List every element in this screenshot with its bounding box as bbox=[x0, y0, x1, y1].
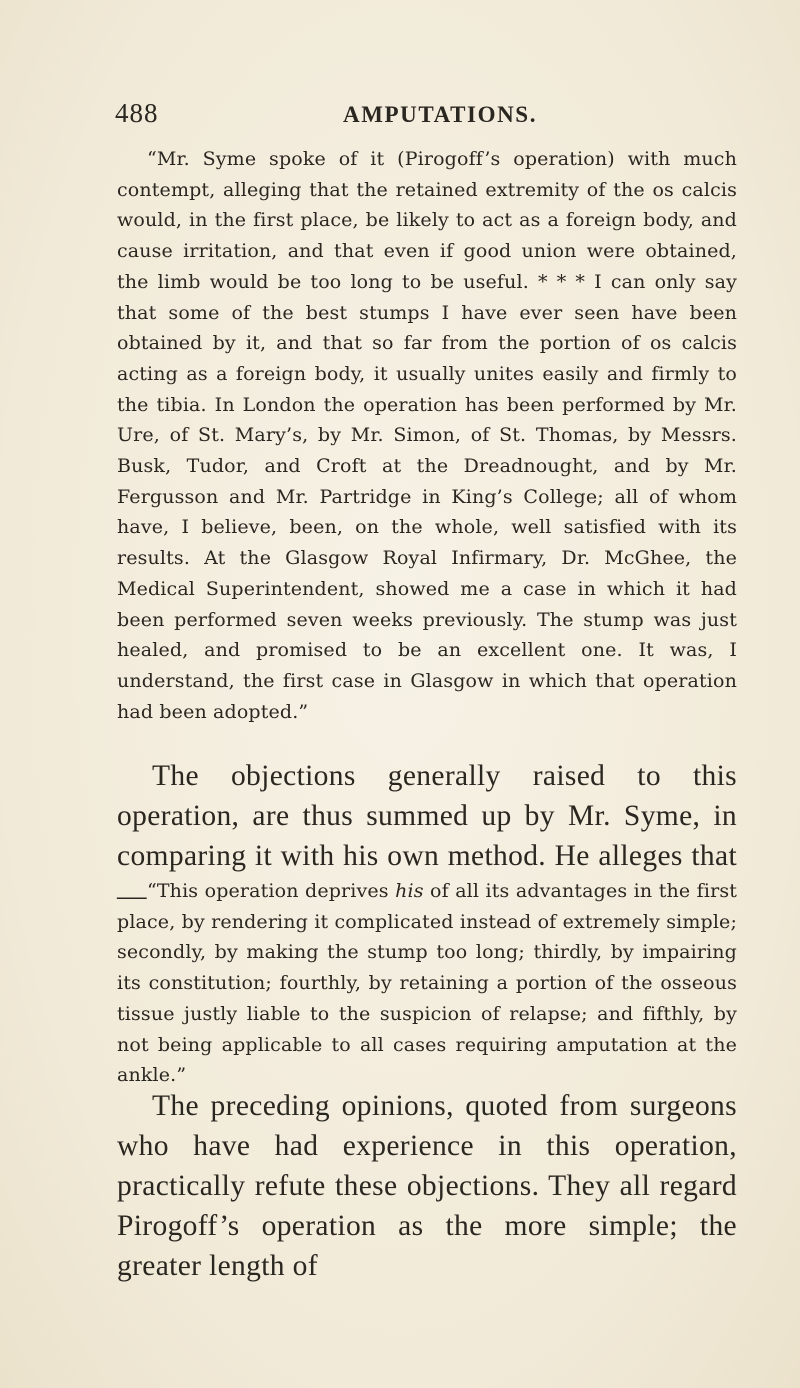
quote-paragraph-syme bbox=[117, 876, 737, 1091]
page-header bbox=[115, 98, 705, 138]
quote-text-after-italic: of all its advantages in the first place, by rendering it complicated instead of extremely simple; secondly, by making the stump too long; thirdly, by impairing its constitution; fourthly, by retaining a portion of the osseous tissue justly liable to the suspicion of relapse; and fifthly, by not being applicable to all cases requiring amputation at the ankle.” bbox=[117, 880, 738, 1087]
italic-word: his bbox=[395, 880, 424, 902]
page-number: 488 bbox=[115, 98, 159, 128]
body-text: The objections generally raised to this operation, are thus summed up by Mr. Syme, in comparing it with his own method. He alleges that— bbox=[117, 760, 737, 912]
quote-text-before-italic: “This operation deprives bbox=[147, 880, 396, 902]
quote-paragraph-pirogoff bbox=[117, 144, 737, 727]
running-head: AMPUTATIONS. bbox=[343, 102, 538, 127]
quote-text bbox=[117, 876, 737, 1091]
quote-text: “Mr. Syme spoke of it (Pirogoff’s operation) with much contempt, alleging that the retained extremity of the os calcis would, in the first place, be likely to act as a foreign body, and cause irritation, and that even if good union were obtained, the limb would be too long to be useful. * * * I can only say that some of the best stumps I have ever seen have been obtained by it, and that so far from the portion of os calcis acting as a foreign body, it usually unites easily and firmly to the tibia. In London the operation has been performed by Mr. Ure, of St. Mary’s, by Mr. Simon, of St. Thomas, by Messrs. Busk, Tudor, and Croft at the Dreadnought, and by Mr. Fergusson and Mr. Partridge in King’s College; all of whom have, I believe, been, on the whole, well satisfied with its results. At the Glasgow Royal Infirmary, Dr. McGhee, the Medical Superintendent, showed me a case in which it had been performed seven weeks previously. The stump was just healed, and promised to be an excellent one. It was, I understand, the first case in Glasgow in which that operation had been adopted.” bbox=[117, 148, 737, 723]
body-text: The preceding opinions, quoted from surgeons who have had experience in this operation, practically refute these objections. They all regard Pirogoff’s operation as the more simple; the greater length of bbox=[117, 1090, 737, 1282]
body-paragraph-refutation bbox=[117, 1086, 737, 1286]
